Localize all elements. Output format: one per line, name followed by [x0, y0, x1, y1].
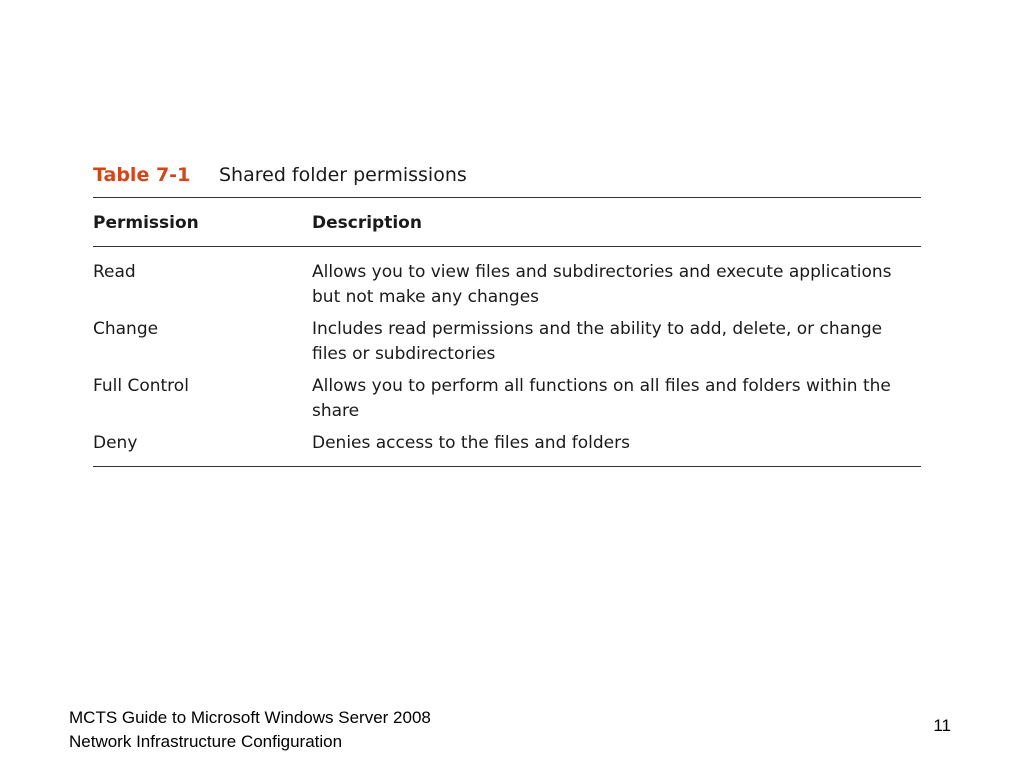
description-cell: Allows you to view files and subdirectories and execute applications but not make any changes: [312, 262, 892, 307]
table-title: Shared folder permissions: [219, 164, 467, 186]
permission-cell: Change: [93, 319, 159, 339]
footer-book-title: [69, 706, 431, 754]
description-cell: Denies access to the files and folders: [312, 433, 630, 453]
table-row: [93, 260, 921, 310]
description-cell: Allows you to perform all functions on all files and folders within the share: [312, 376, 891, 421]
table-header-rule: [93, 246, 921, 247]
footer-line-1: MCTS Guide to Microsoft Windows Server 2008: [69, 708, 431, 727]
header-description: Description: [312, 213, 422, 233]
permission-cell: Deny: [93, 433, 138, 453]
table-caption: [93, 160, 921, 190]
table-row: [93, 374, 921, 424]
permission-cell: Full Control: [93, 376, 189, 396]
table-row: [93, 431, 921, 456]
table-body: [93, 260, 921, 463]
permission-cell: Read: [93, 262, 136, 282]
table-row: [93, 317, 921, 367]
table-top-rule: [93, 197, 921, 198]
table-bottom-rule: [93, 466, 921, 467]
table-header-row: [93, 210, 921, 236]
header-permission: Permission: [93, 213, 199, 233]
description-cell: Includes read permissions and the ability to add, delete, or change files or subdirectories: [312, 319, 883, 364]
page-number: 11: [933, 716, 951, 735]
footer-line-2: Network Infrastructure Configuration: [69, 732, 343, 751]
table-number: Table 7-1: [93, 164, 191, 186]
